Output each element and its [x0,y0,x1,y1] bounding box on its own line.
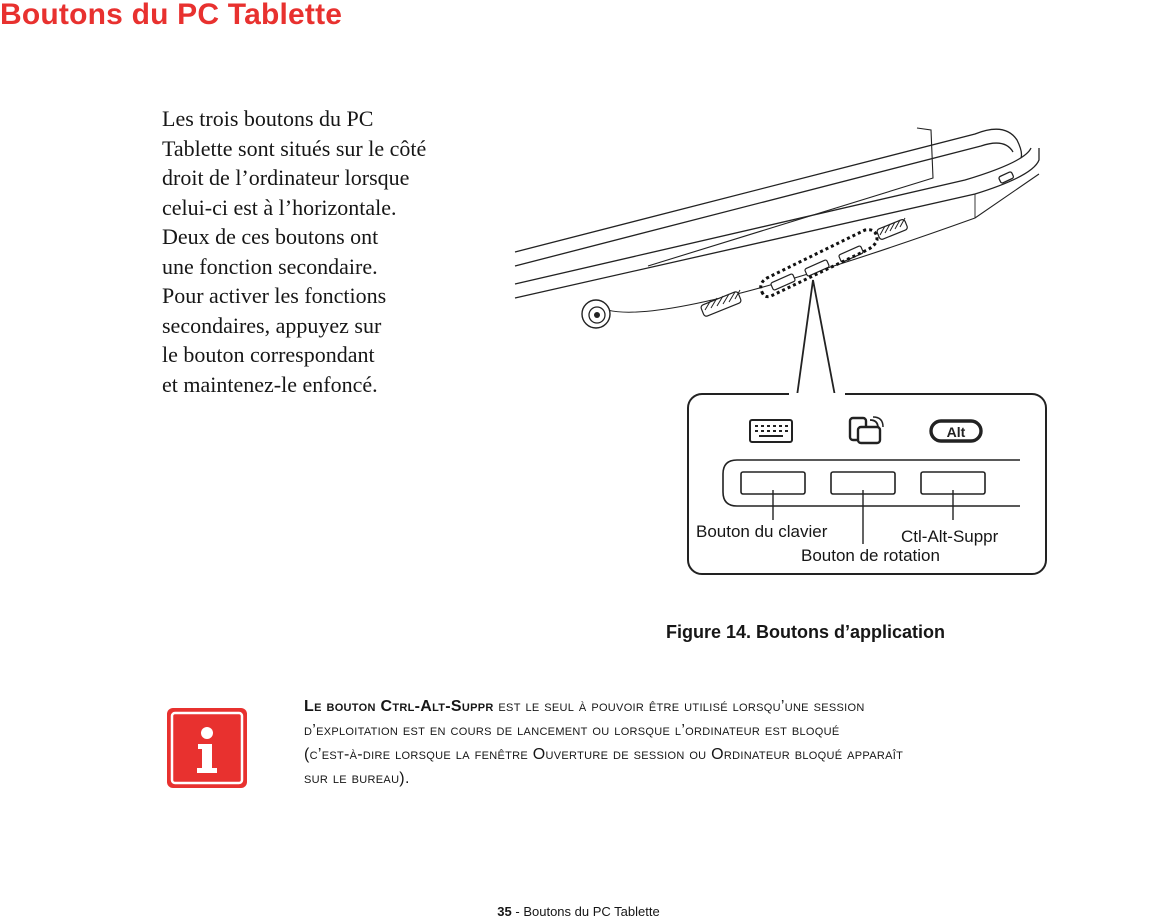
info-icon [165,706,249,790]
figure-caption: Figure 14. Boutons d’application [666,622,946,642]
intro-line: Deux de ces boutons ont [162,224,379,249]
page-number: 35 [497,904,512,919]
keyboard-icon [750,420,792,442]
note-text [304,695,1157,791]
note-line: (c’est-à-dire lorsque la fenêtre Ouverture de session ou Ordinateur bloqué apparaît [304,746,904,763]
footer-section: Boutons du PC Tablette [523,904,660,919]
note-line: sur le bureau). [304,770,410,787]
callout-ctl-alt-del-label: Ctl-Alt-Suppr [901,527,999,546]
audio-jack-icon [582,300,610,328]
intro-line: droit de l’ordinateur lorsque [162,165,410,190]
intro-line: le bouton correspondant [162,342,375,367]
page-footer [0,904,1157,919]
speaker-grille-left [700,290,742,317]
speaker-grille-right [876,218,908,240]
intro-line: Pour activer les fonctions [162,283,387,308]
page-title: Boutons du PC Tablette [0,0,343,31]
intro-line: Tablette sont situés sur le côté [162,135,427,161]
note-line [304,695,1157,719]
intro-paragraph [162,104,482,399]
footer-separator: - [511,904,524,919]
callout-keyboard-label: Bouton du clavier [696,522,828,541]
alt-key-label: Alt [946,424,966,440]
alt-key-icon [931,421,981,441]
callout-pointer [797,280,835,396]
note-line: d’exploitation est en cours de lancement ou lorsque l’ordinateur est bloqué [304,722,840,739]
intro-line: celui-ci est à l’horizontale. [162,194,397,220]
intro-line: et maintenez-le enfoncé. [162,371,378,397]
tablet-buttons-svg [505,118,1065,588]
tablet-buttons-illustration [505,118,1065,588]
note-lead: Le bouton Ctrl-Alt-Suppr [304,698,494,715]
note-line-1-rest: est le seul à pouvoir être utilisé lorsqu’une session [493,698,865,715]
callout-rotation-label: Bouton de rotation [801,546,940,565]
intro-line: Les trois boutons du PC [162,106,374,131]
intro-line: secondaires, appuyez sur [162,312,382,338]
intro-line: une fonction secondaire. [162,253,378,279]
